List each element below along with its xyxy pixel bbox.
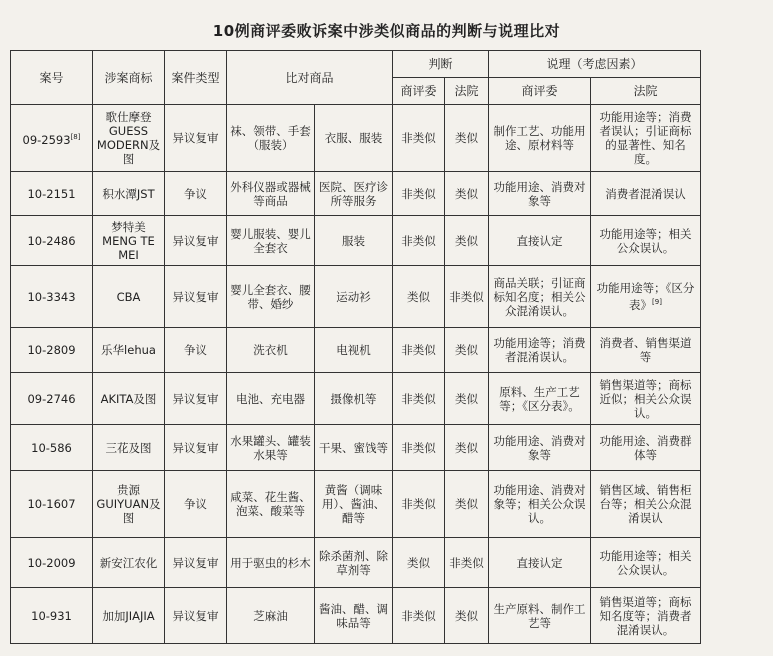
reasoning-trab: 原料、生产工艺等；《区分表》。: [489, 373, 591, 425]
header-judgment-court: 法院: [445, 78, 489, 105]
goods-disputed: 用于驱虫的杉木: [227, 538, 315, 588]
judgment-court: 类似: [445, 373, 489, 425]
case-number: 10-586: [11, 425, 93, 471]
case-type: 异议复审: [165, 105, 227, 172]
judgment-trab: 类似: [393, 266, 445, 328]
header-reasoning-trab: 商评委: [489, 78, 591, 105]
table-row: [11, 216, 701, 266]
table-title: 10例商评委败诉案中涉类似商品的判断与说理比对: [212, 22, 561, 40]
reasoning-trab: 功能用途、消费对象等: [489, 425, 591, 471]
trademark-name: 贵源GUIYUAN及图: [93, 471, 165, 538]
table-row: [11, 266, 701, 328]
goods-disputed: 水果罐头、罐装水果等: [227, 425, 315, 471]
goods-disputed: 婴儿全套衣、腰带、婚纱: [227, 266, 315, 328]
goods-cited: 除杀菌剂、除草剂等: [315, 538, 393, 588]
judgment-trab: 类似: [393, 538, 445, 588]
goods-cited: 电视机: [315, 328, 393, 373]
judgment-court: 非类似: [445, 266, 489, 328]
goods-cited: 服装: [315, 216, 393, 266]
case-number: 10-2151: [11, 172, 93, 216]
judgment-trab: 非类似: [393, 172, 445, 216]
reasoning-court: 消费者混淆误认: [591, 172, 701, 216]
goods-disputed: 婴儿服装、婴儿全套衣: [227, 216, 315, 266]
case-number: 10-931: [11, 588, 93, 644]
goods-cited: 衣服、服装: [315, 105, 393, 172]
trademark-name: CBA: [93, 266, 165, 328]
case-number: 10-2486: [11, 216, 93, 266]
table-row: [11, 588, 701, 644]
reasoning-court: 销售渠道等；商标近似；相关公众误认。: [591, 373, 701, 425]
reasoning-trab: 功能用途、消费对象等: [489, 172, 591, 216]
judgment-court: 非类似: [445, 538, 489, 588]
reasoning-trab: 功能用途等；消费者混淆误认。: [489, 328, 591, 373]
judgment-court: 类似: [445, 172, 489, 216]
goods-cited: 运动衫: [315, 266, 393, 328]
goods-disputed: 电池、充电器: [227, 373, 315, 425]
reasoning-trab: 功能用途、消费对象等；相关公众误认。: [489, 471, 591, 538]
judgment-trab: 非类似: [393, 471, 445, 538]
trademark-name: AKITA及图: [93, 373, 165, 425]
header-reasoning: 说理（考虑因素）: [489, 51, 701, 78]
table-row: [11, 328, 701, 373]
header-compared-goods: 比对商品: [227, 51, 393, 105]
reasoning-court: 功能用途等；《区分表》[9]: [591, 266, 701, 328]
judgment-trab: 非类似: [393, 216, 445, 266]
trademark-name: 乐华lehua: [93, 328, 165, 373]
case-type: 争议: [165, 328, 227, 373]
header-reasoning-court: 法院: [591, 78, 701, 105]
judgment-court: 类似: [445, 216, 489, 266]
trademark-name: 加加JIAJIA: [93, 588, 165, 644]
trademark-name: 梦特美MENG TE MEI: [93, 216, 165, 266]
goods-cited: 干果、蜜饯等: [315, 425, 393, 471]
trademark-name: 积水潭JST: [93, 172, 165, 216]
goods-cited: 医院、医疗诊所等服务: [315, 172, 393, 216]
reasoning-court: 功能用途等；相关公众误认。: [591, 538, 701, 588]
goods-disputed: 芝麻油: [227, 588, 315, 644]
judgment-court: 类似: [445, 105, 489, 172]
table-row: [11, 538, 701, 588]
judgment-court: 类似: [445, 425, 489, 471]
goods-disputed: 咸菜、花生酱、泡菜、酸菜等: [227, 471, 315, 538]
goods-disputed: 袜、领带、手套（服装）: [227, 105, 315, 172]
case-type: 异议复审: [165, 425, 227, 471]
goods-cited: 酱油、醋、调味品等: [315, 588, 393, 644]
judgment-court: 类似: [445, 471, 489, 538]
reasoning-trab: 直接认定: [489, 216, 591, 266]
comparison-table: [10, 50, 701, 644]
goods-disputed: 外科仪器或器械等商品: [227, 172, 315, 216]
goods-cited: 黄酱（调味用）、酱油、醋等: [315, 471, 393, 538]
table-row: [11, 373, 701, 425]
reasoning-court: 销售渠道等；商标知名度等；消费者混淆误认。: [591, 588, 701, 644]
header-case-type: 案件类型: [165, 51, 227, 105]
reasoning-trab: 生产原料、制作工艺等: [489, 588, 591, 644]
header-mark: 涉案商标: [93, 51, 165, 105]
judgment-trab: 非类似: [393, 105, 445, 172]
judgment-court: 类似: [445, 328, 489, 373]
reasoning-trab: 商品关联；引证商标知名度；相关公众混淆误认。: [489, 266, 591, 328]
judgment-trab: 非类似: [393, 328, 445, 373]
trademark-name: 歌仕摩登GUESS MODERN及图: [93, 105, 165, 172]
trademark-name: 新安江农化: [93, 538, 165, 588]
judgment-court: 类似: [445, 588, 489, 644]
case-number: 09-2593[8]: [11, 105, 93, 172]
goods-cited: 摄像机等: [315, 373, 393, 425]
judgment-trab: 非类似: [393, 373, 445, 425]
case-type: 异议复审: [165, 373, 227, 425]
case-type: 异议复审: [165, 538, 227, 588]
reasoning-court: 功能用途等；消费者误认；引证商标的显著性、知名度。: [591, 105, 701, 172]
table-row: [11, 425, 701, 471]
trademark-name: 三花及图: [93, 425, 165, 471]
case-type: 异议复审: [165, 588, 227, 644]
header-case-no: 案号: [11, 51, 93, 105]
case-number: 10-2009: [11, 538, 93, 588]
table-row: [11, 105, 701, 172]
table-row: [11, 471, 701, 538]
reasoning-court: 销售区域、销售柜台等；相关公众混淆误认: [591, 471, 701, 538]
case-type: 异议复审: [165, 216, 227, 266]
table-row: [11, 172, 701, 216]
judgment-trab: 非类似: [393, 425, 445, 471]
judgment-trab: 非类似: [393, 588, 445, 644]
reasoning-court: 功能用途等；相关公众误认。: [591, 216, 701, 266]
goods-disputed: 洗衣机: [227, 328, 315, 373]
reasoning-trab: 直接认定: [489, 538, 591, 588]
case-type: 异议复审: [165, 266, 227, 328]
case-number: 10-1607: [11, 471, 93, 538]
reasoning-trab: 制作工艺、功能用途、原材料等: [489, 105, 591, 172]
case-number: 09-2746: [11, 373, 93, 425]
case-type: 争议: [165, 471, 227, 538]
case-number: 10-3343: [11, 266, 93, 328]
case-type: 争议: [165, 172, 227, 216]
reasoning-court: 功能用途、消费群体等: [591, 425, 701, 471]
case-number: 10-2809: [11, 328, 93, 373]
header-judgment: 判断: [393, 51, 489, 78]
header-judgment-trab: 商评委: [393, 78, 445, 105]
reasoning-court: 消费者、销售渠道等: [591, 328, 701, 373]
